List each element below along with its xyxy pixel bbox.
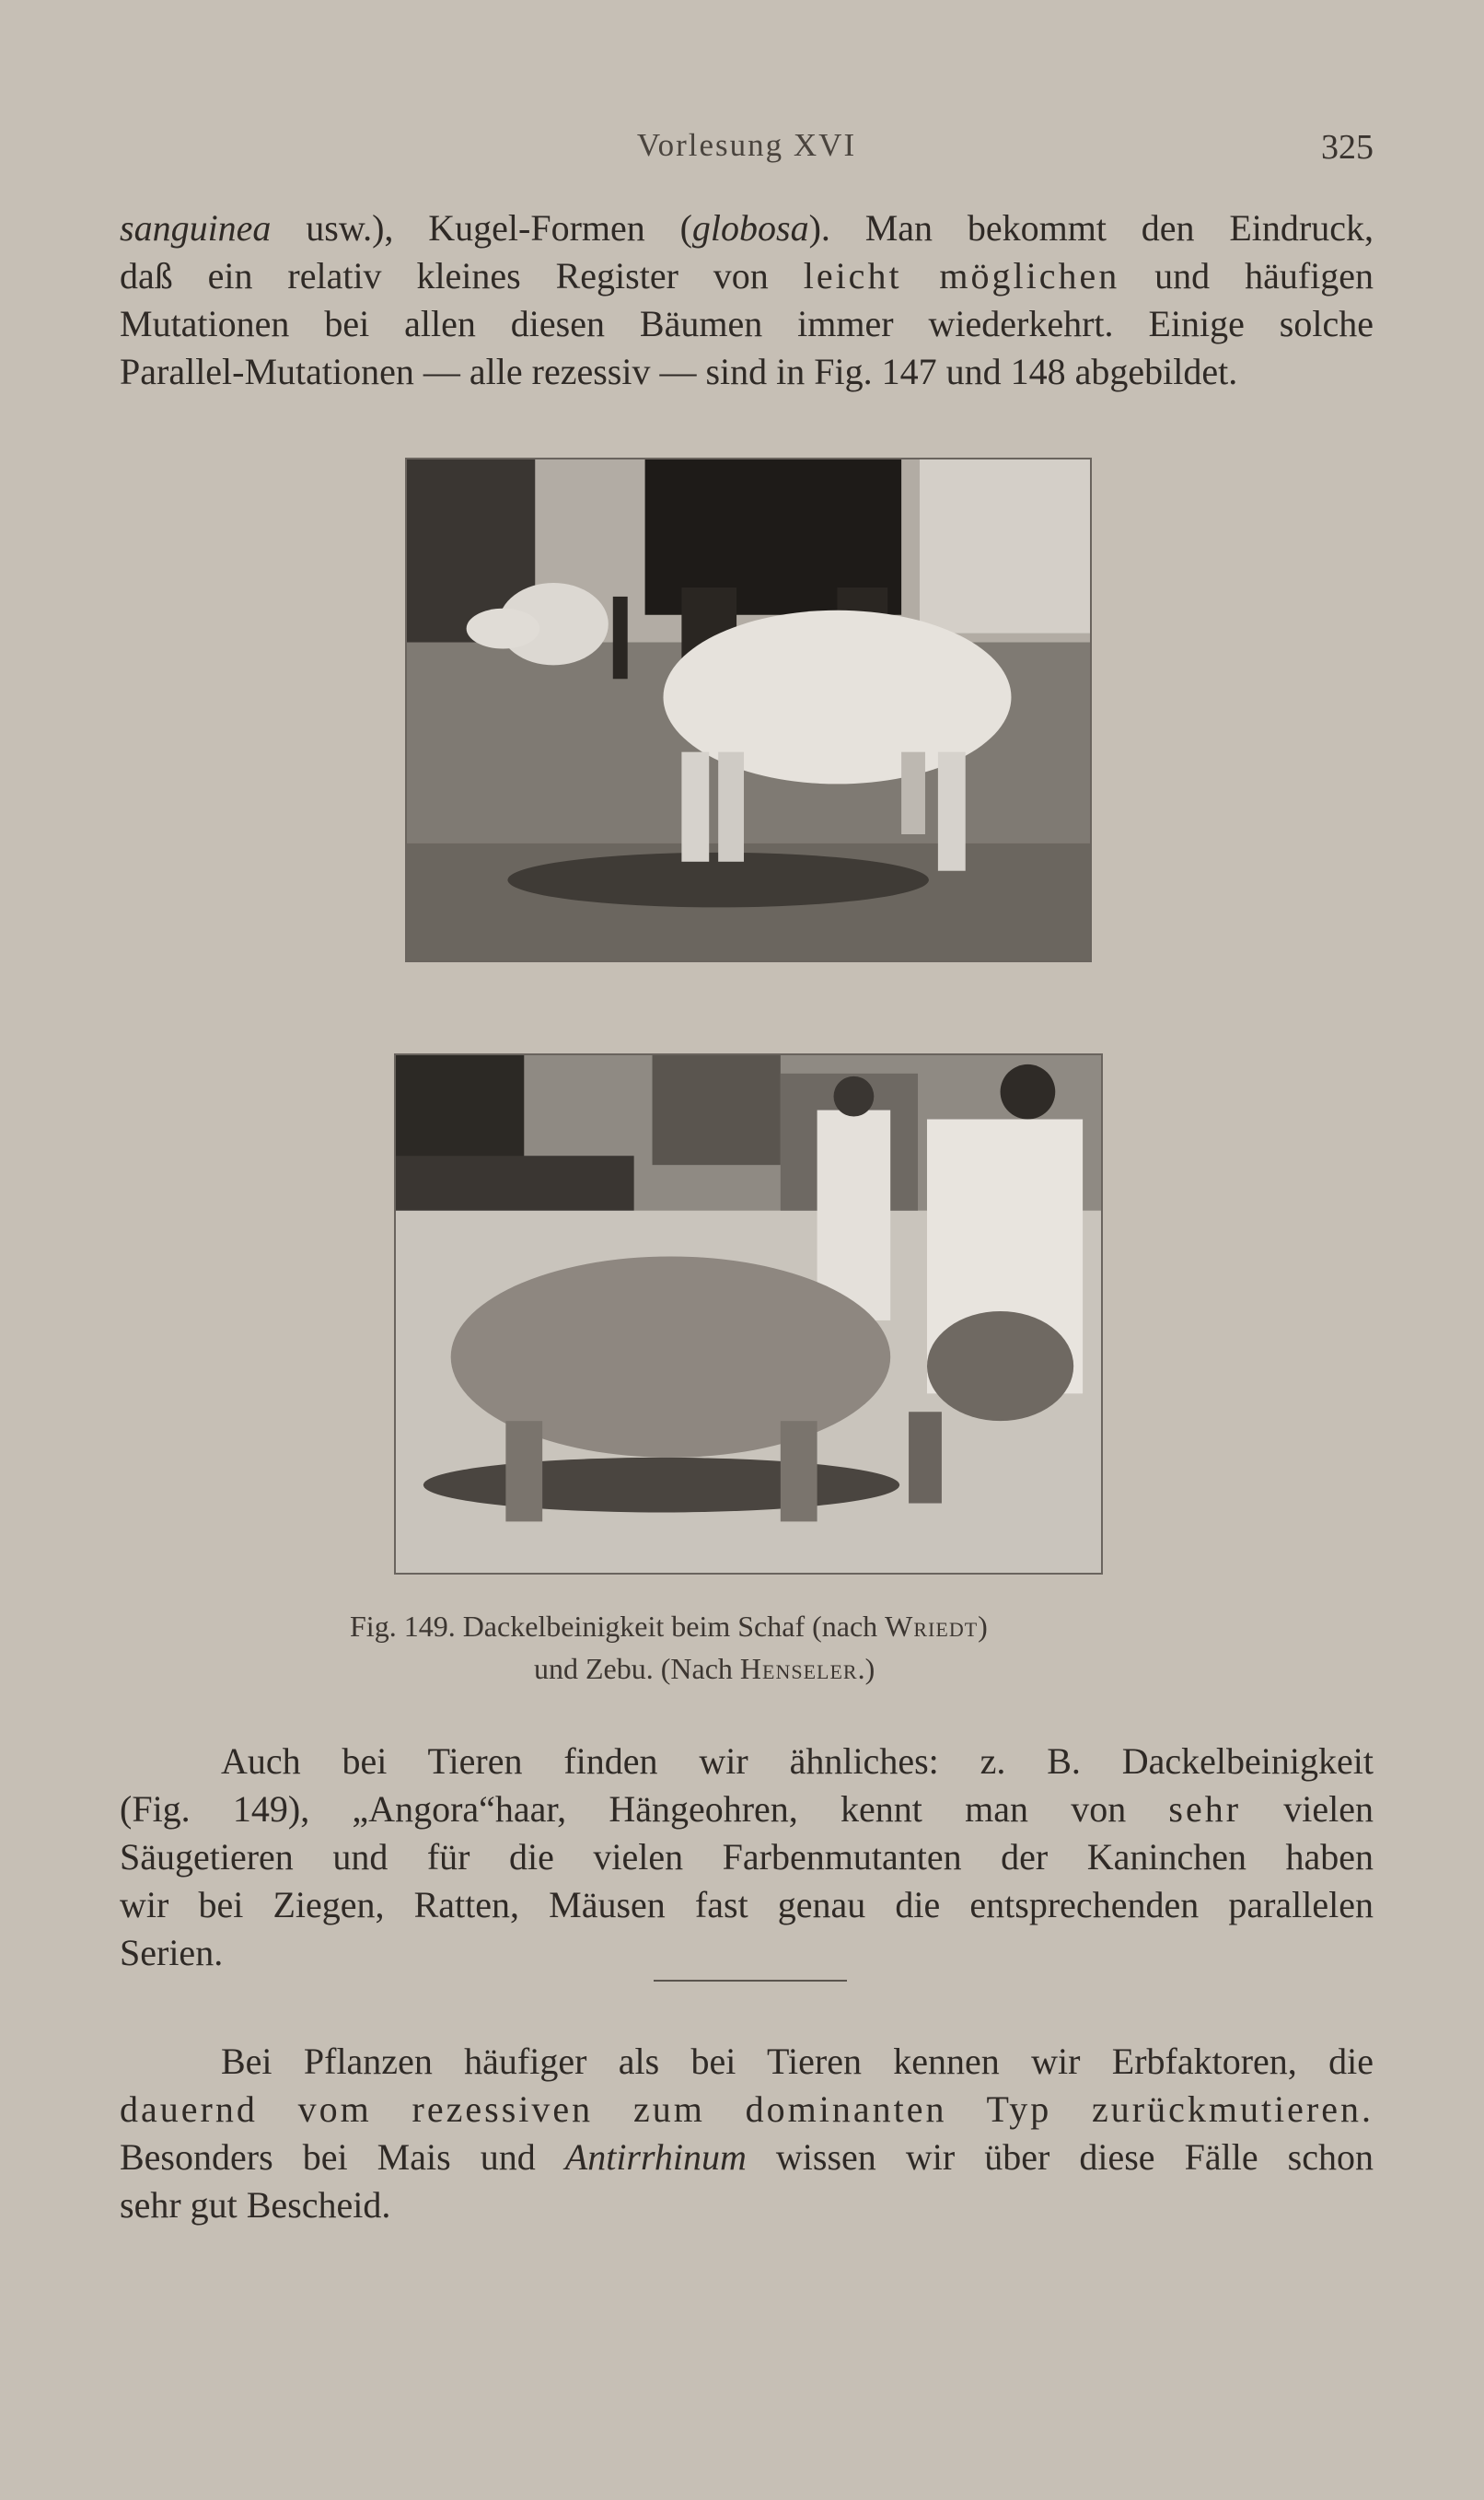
caption-line-1: Fig. 149. Dackelbeinigkeit beim Schaf (nach Wriedt) xyxy=(350,1610,988,1643)
paragraph-3-line-3: Besonders bei Mais und Antirrhinum wissen wir über diese Fälle schon xyxy=(120,2136,1374,2178)
paragraph-1 xyxy=(120,204,1374,396)
paragraph-3-line-4: sehr gut Bescheid. xyxy=(120,2184,391,2226)
paragraph-1-line-2: daß ein relativ kleines Register von leicht möglichen und häufigen xyxy=(120,255,1374,297)
paragraph-3-line-1: Bei Pflanzen häufiger als bei Tieren kennen wir Erbfaktoren, die xyxy=(221,2041,1374,2082)
section-divider xyxy=(654,1980,847,1982)
paragraph-2-line-3: Säugetieren und für die vielen Farbenmutanten der Kaninchen haben xyxy=(120,1836,1374,1878)
page-number: 325 xyxy=(1321,128,1374,167)
figure-caption xyxy=(350,1605,1160,1690)
running-title: Vorlesung XVI xyxy=(636,127,857,163)
paragraph-2-line-4: wir bei Ziegen, Ratten, Mäusen fast genau die entsprechenden parallelen xyxy=(120,1884,1374,1925)
page-header xyxy=(120,127,1374,173)
paragraph-2-line-5: Serien. xyxy=(120,1932,224,1973)
paragraph-2-line-2: (Fig. 149), „Angora“haar, Hängeohren, kennt man von sehr vielen xyxy=(120,1788,1374,1830)
paragraph-2 xyxy=(120,1738,1374,1977)
zebu-photo xyxy=(394,1053,1103,1575)
paragraph-1-line-1: sanguinea usw.), Kugel-Formen (globosa). Man bekommt den Eindruck, xyxy=(120,207,1374,249)
caption-line-2: und Zebu. (Nach Henseler.) xyxy=(534,1652,875,1685)
paragraph-3-line-2: dauernd vom rezessiven zum dominanten Typ zurückmutieren. xyxy=(120,2088,1374,2130)
paragraph-3 xyxy=(120,2038,1374,2229)
paragraph-1-line-4: Parallel-Mutationen — alle rezessiv — sind in Fig. 147 und 148 abgebildet. xyxy=(120,351,1238,392)
sheep-photo xyxy=(405,458,1092,962)
paragraph-1-line-3: Mutationen bei allen diesen Bäumen immer wiederkehrt. Einige solche xyxy=(120,303,1374,344)
paragraph-2-line-1: Auch bei Tieren finden wir ähnliches: z. B. Dackelbeinigkeit xyxy=(221,1740,1374,1782)
